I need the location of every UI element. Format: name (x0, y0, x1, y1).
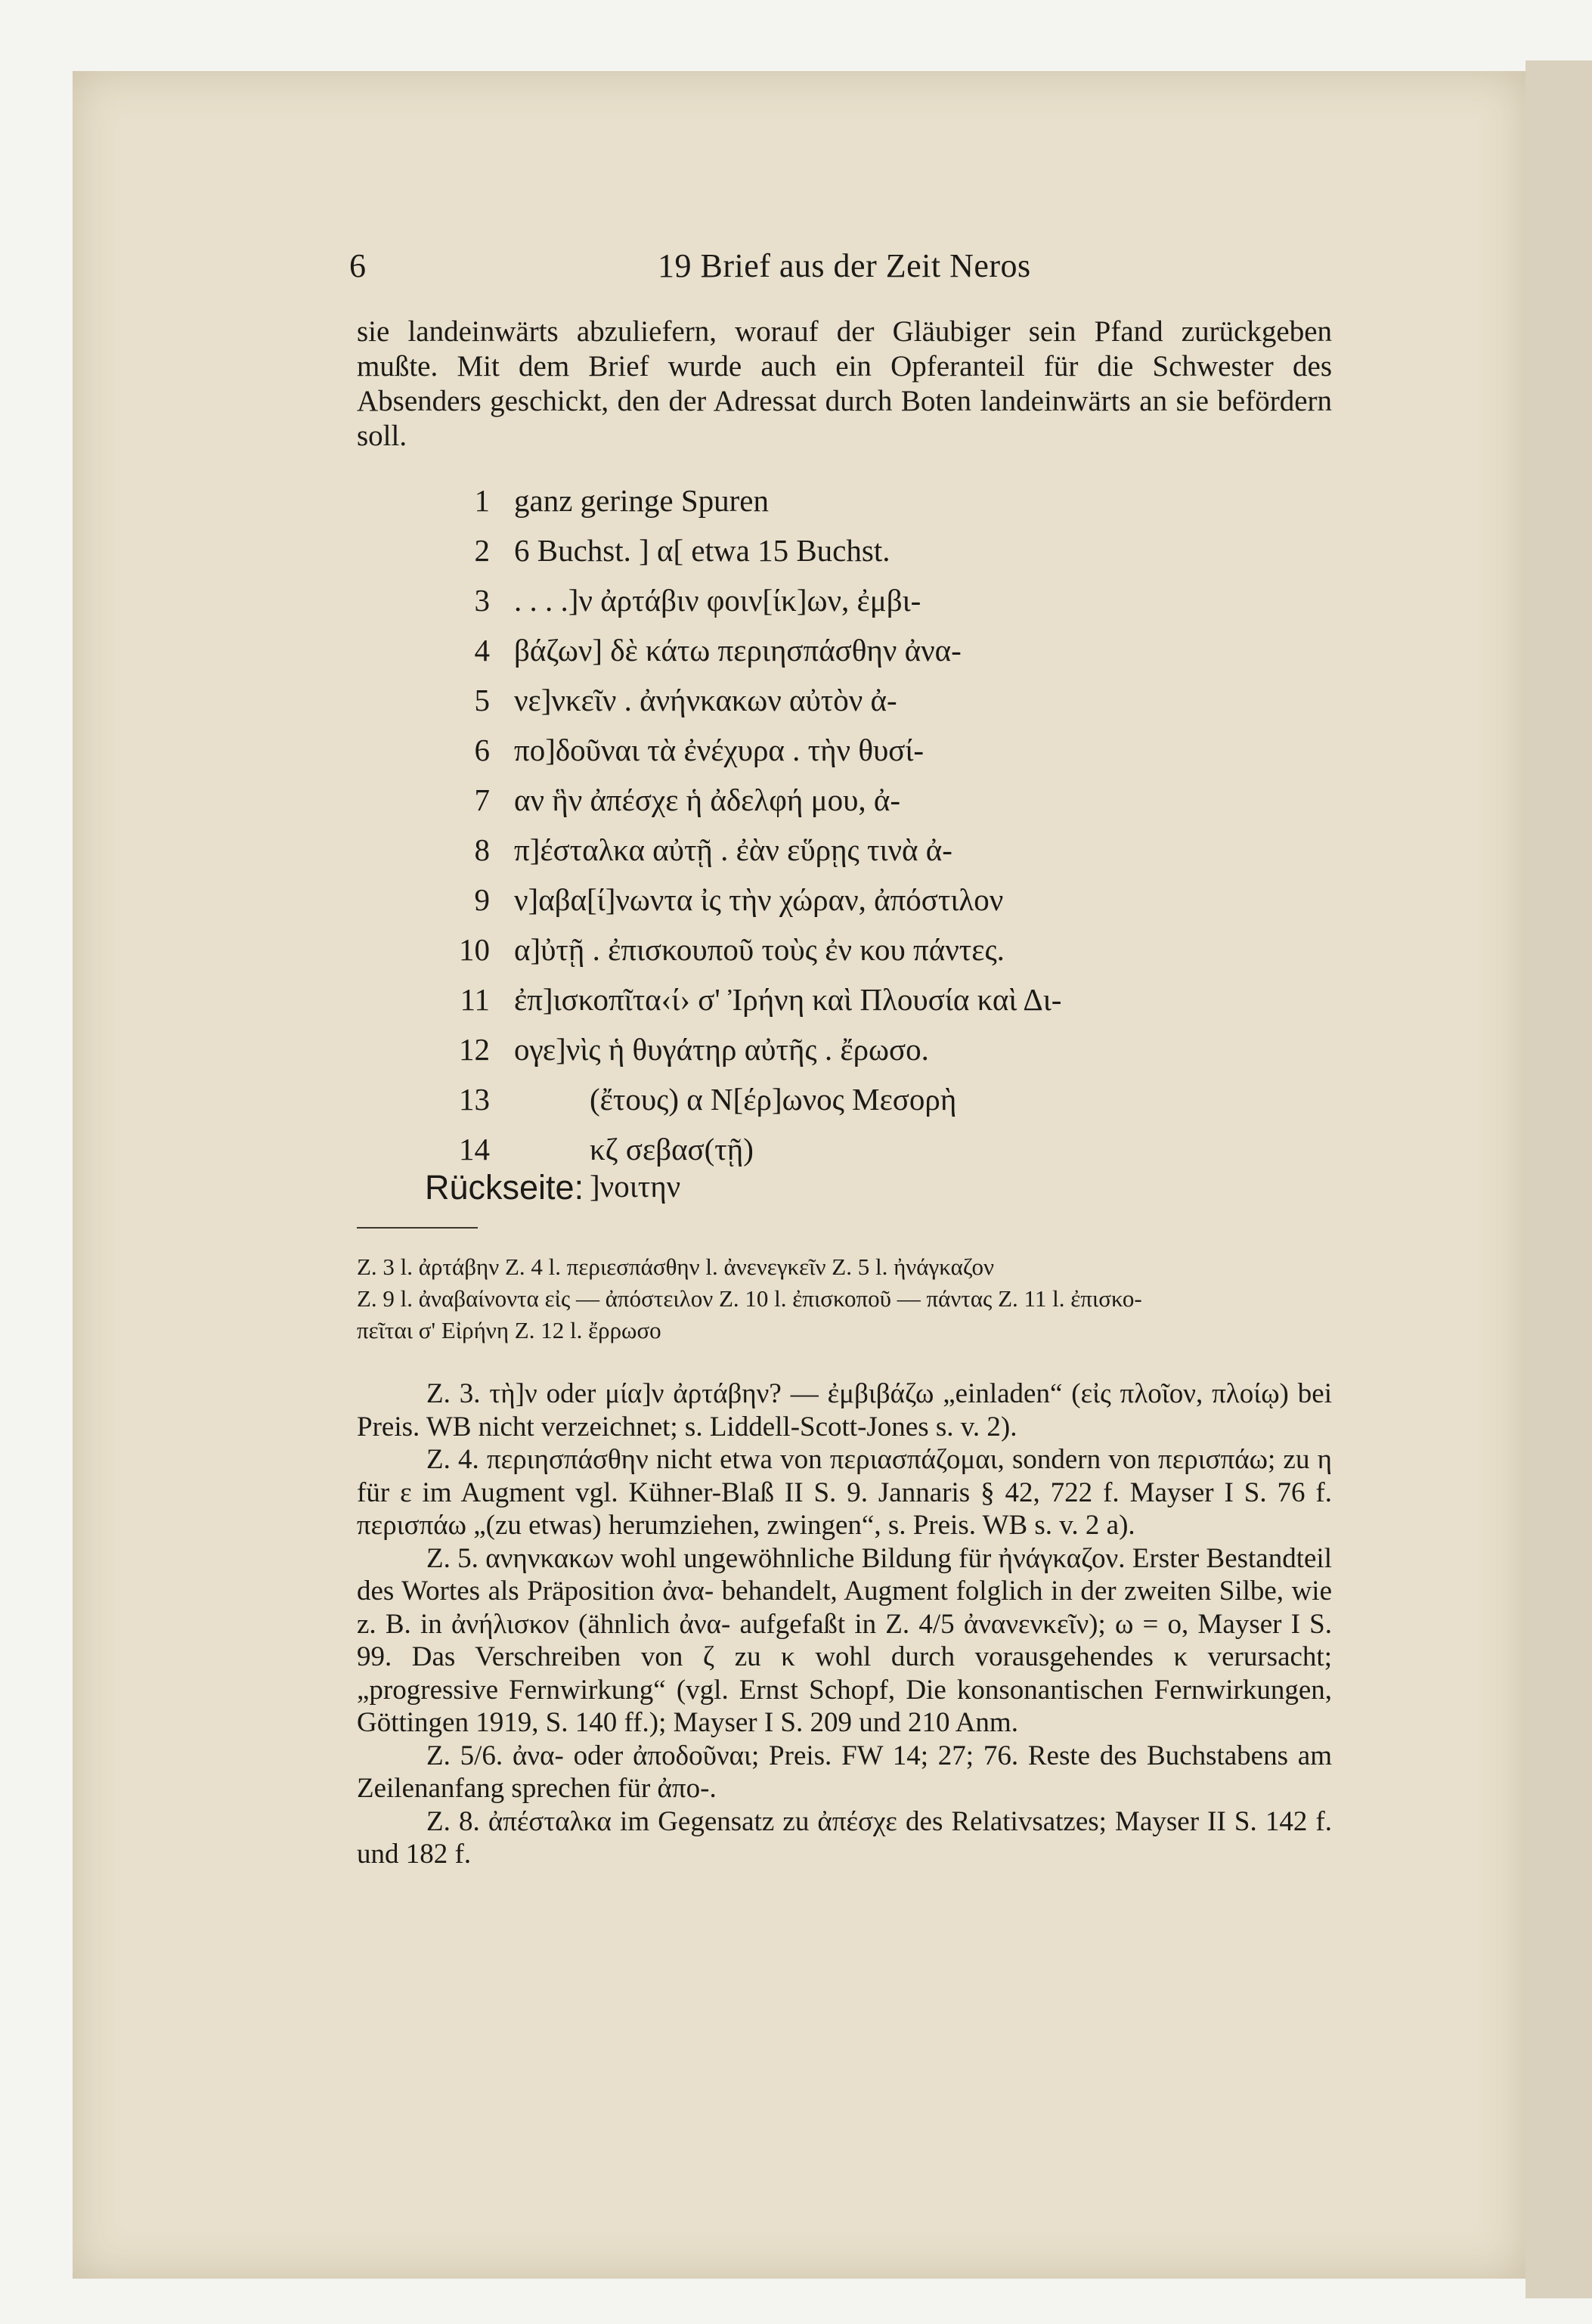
line-text: ν]αβα[ί]νωντα ἰς τὴν χώραν, ἀπόστιλον (514, 882, 1004, 917)
line-number: 7 (474, 782, 490, 817)
apparatus-line: πεῖται σ' Εἰρήνη Z. 12 l. ἔρρωσο (357, 1317, 661, 1343)
line-text: ganz geringe Spuren (514, 483, 769, 518)
commentary-paragraph: Z. 4. περιησπάσθην nicht etwa von περιασπάζομαι, sondern von περισπάω; zu η für ε im Augment vgl. Kühner-Blaß II S. 9. Jannaris § 42, 722 f. Mayser I S. 76 f. περισπάω „(zu etwas) herumziehen, zwingen“, s. Preis. WB s. v. 2 a). (357, 1444, 1332, 1541)
verso-label: Rückseite: (425, 1168, 584, 1207)
verso-text: ]νοιτην (590, 1169, 681, 1204)
line-text: π]έσταλκα αὐτῇ . ἐὰν εὕρῃς τινὰ ἀ- (514, 832, 952, 867)
line-text: κζ σεβασ(τῇ) (590, 1132, 754, 1167)
line-text: νε]νκεῖν . ἀνήνκακων αὐτὸν ἀ- (514, 683, 897, 717)
line-number: 5 (474, 683, 490, 717)
line-text: 6 Buchst. ] α[ etwa 15 Buchst. (514, 533, 890, 568)
line-text: ἐπ]ισκοπῖτα‹ί› σ' Ἰρήνη καὶ Πλουσία καὶ Δι- (514, 982, 1062, 1017)
line-number: 6 (474, 733, 490, 767)
next-page-edge (1525, 60, 1592, 2298)
running-title: 19 Brief aus der Zeit Neros (658, 247, 1031, 284)
commentary-paragraph: Z. 5/6. ἀνα- oder ἀποδοῦναι; Preis. FW 14; 27; 76. Reste des Buchstabens am Zeilenanfang sprechen für ἀπο-. (357, 1740, 1332, 1804)
line-number: 1 (474, 483, 490, 518)
line-text: ογε]νὶς ἡ θυγάτηρ αὐτῆς . ἔρωσο. (514, 1032, 929, 1067)
page-number: 6 (349, 247, 366, 284)
line-number: 12 (459, 1032, 490, 1067)
commentary-paragraph: Z. 3. τὴ]ν oder μία]ν ἀρτάβην? — ἐμβιβάζω „einladen“ (εἰς πλοῖον, πλοίῳ) bei Preis. WB nicht verzeichnet; s. Liddell-Scott-Jones s. v. 2). (357, 1378, 1332, 1442)
commentary-paragraph: Z. 8. ἀπέσταλκα im Gegensatz zu ἀπέσχε des Relativsatzes; Mayser II S. 142 f. und 182 f. (357, 1805, 1332, 1870)
line-text: αν ἣν ἀπέσχε ἡ ἀδελφή μου, ἀ- (514, 782, 901, 817)
line-number: 10 (459, 932, 490, 967)
line-number: 3 (474, 583, 490, 618)
intro-paragraph: sie landeinwärts abzuliefern, worauf der Gläubiger sein Pfand zurückgeben mußte. Mit dem Brief wurde auch ein Opferanteil für die Schwester des Absenders geschickt, den der Adressat durch Boten landeinwärts an sie befördern soll. (357, 315, 1332, 452)
apparatus-line: Z. 9 l. ἀναβαίνοντα εἰς — ἀπόστειλον Z. 10 l. ἐπισκοποῦ — πάντας Z. 11 l. ἐπισκο- (357, 1285, 1142, 1312)
commentary (357, 1377, 1332, 1871)
line-number: 11 (460, 982, 490, 1017)
line-text: α]ὐτῇ . ἐπισκουποῦ τοὺς ἐν κου πάντες. (514, 932, 1005, 967)
line-text: (ἔτους) α Ν[έρ]ωνος Μεσορὴ (590, 1082, 957, 1117)
line-number: 4 (474, 633, 490, 668)
line-number: 13 (459, 1082, 490, 1117)
line-number: 2 (474, 533, 490, 568)
line-number: 8 (474, 832, 490, 867)
footnote-divider (357, 1227, 478, 1229)
line-text: βάζων] δὲ κάτω περιησπάσθην ἀνα- (514, 633, 962, 668)
line-number: 14 (459, 1132, 490, 1167)
line-text: πο]δοῦναι τὰ ἐνέχυρα . τὴν θυσί- (514, 733, 925, 767)
line-text: . . . .]ν ἀρτάβιν φοιν[ίκ]ων, ἐμβι- (514, 583, 921, 618)
commentary-paragraph: Z. 5. ανηνκακων wohl ungewöhnliche Bildung für ἠνάγκαζον. Erster Bestandteil des Wortes als Präposition ἀνα- behandelt, Augment folglich in der zweiten Silbe, wie z. B. in ἀνήλισκον (ähnlich ἀνα- aufgefaßt in Z. 4/5 ἀνανενκεῖν); ω = ο, Mayser I S. 99. Das Verschreiben von ζ zu κ wohl durch vorausgehendes κ verursacht; „progressive Fernwirkung“ (vgl. Ernst Schopf, Die konsonantischen Fernwirkungen, Göttingen 1919, S. 140 ff.); Mayser I S. 209 und 210 Anm. (357, 1542, 1332, 1738)
apparatus-line: Z. 3 l. ἀρτάβην Z. 4 l. περιεσπάσθην l. ἀνενεγκεῖν Z. 5 l. ἠνάγκαζον (357, 1253, 995, 1280)
line-number: 9 (474, 882, 490, 917)
